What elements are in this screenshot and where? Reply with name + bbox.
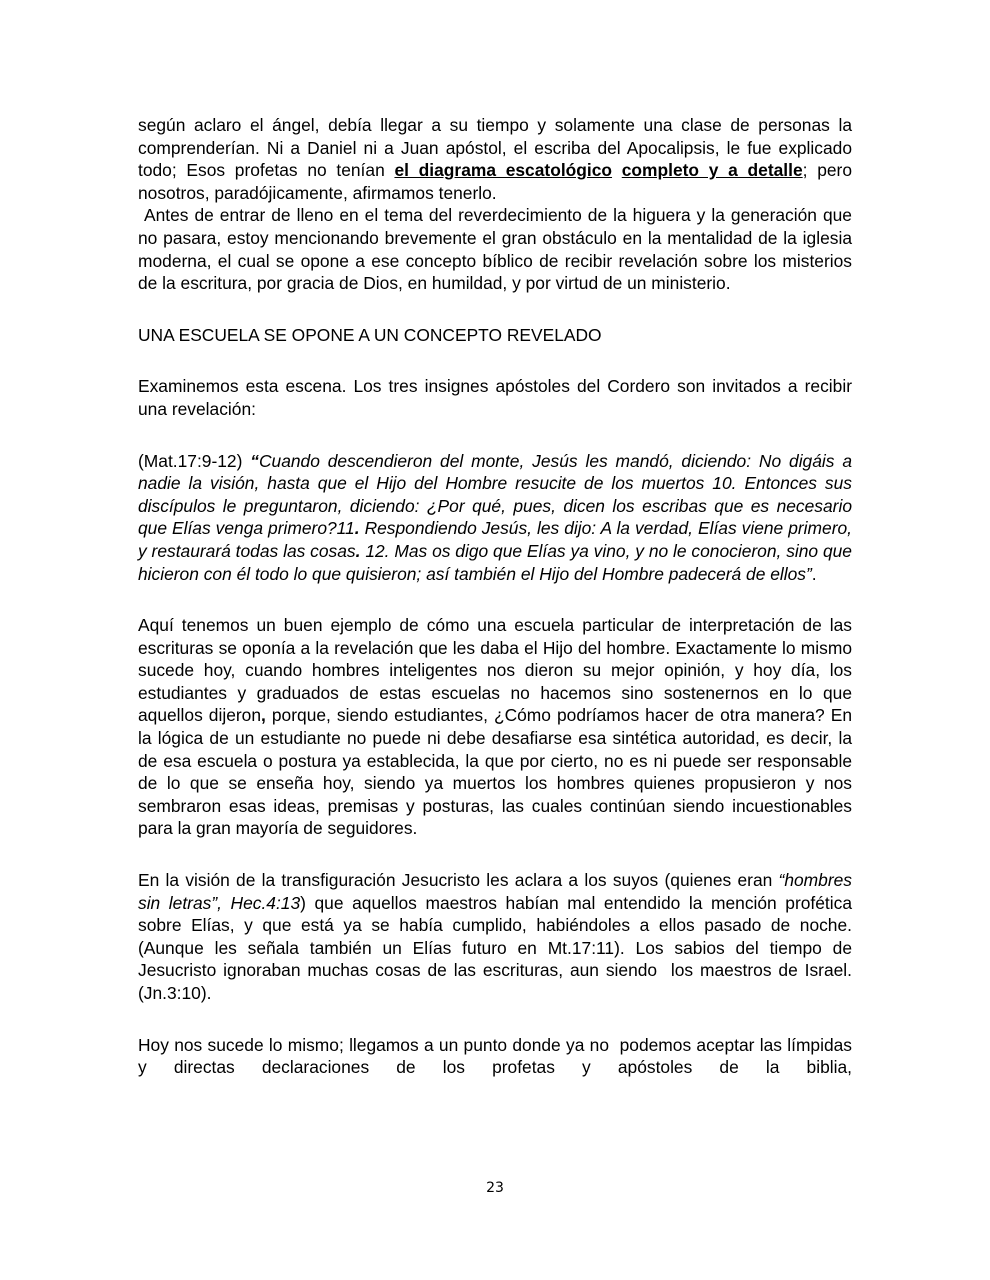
paragraph-3: Examinemos esta escena. Los tres insignes apóstoles del Cordero son invitados a recibir una revelación: [138, 376, 852, 419]
paragraph-1: según aclaro el ángel, debía llegar a su tiempo y solamente una clase de personas la comprenderían. Ni a Daniel ni a Juan apóstol, el escriba del Apocalipsis, le fue explicado todo; Esos profetas no tenían el diagrama escatológico completo y a detalle; pero nosotros, paradójicamente, afirmamos tenerlo. [138, 115, 852, 203]
scripture-quote: (Mat.17:9-12) “Cuando descendieron del monte, Jesús les mandó, diciendo: No digáis a nadie la visión, hasta que el Hijo del Hombre resucite de los muertos 10. Entonces sus discípulos le preguntaron, diciendo: ¿Por qué, pues, dicen los escribas que es necesario que Elías venga primero?11. Respondiendo Jesús, les dijo: A la verdad, Elías viene primero, y restaurará todas las cosas. 12. Mas os digo que Elías ya vino, y no le conocieron, sino que hicieron con él todo lo que quisieron; así también el Hijo del Hombre padecerá de ellos”. [138, 450, 853, 584]
page-number: 23 [486, 1180, 504, 1196]
underlined-phrase-1: el diagrama escatológico [394, 160, 613, 181]
quote-reference: (Mat.17:9-12) [138, 450, 251, 471]
underlined-phrase-2: completo y a detalle [621, 160, 803, 181]
section-heading: UNA ESCUELA SE OPONE A UN CONCEPTO REVELADO [138, 324, 602, 345]
paragraph-4: Aquí tenemos un buen ejemplo de cómo una escuela particular de interpretación de las escrituras se oponía a la revelación que les daba el Hijo del hombre. Exactamente lo mismo sucede hoy, cuando hombres inteligentes nos dieron su mejor opinión, y hoy día, los estudiantes y graduados de estas escuelas no hacemos sino sostenernos en lo que aquellos dijeron, porque, siendo estudiantes, ¿Cómo podríamos hacer de otra manera? En la lógica de un estudiante no puede ni debe desafiarse esa sintética autoridad, es decir, la de esa escuela o postura ya establecida, la que por cierto, no es ni puede ser responsable de lo que se enseña hoy, siendo ya muertos los hombres quienes propusieron y nos sembraron esas ideas, premisas y posturas, las cuales continúan siendo incuestionables para la gran mayoría de seguidores. [138, 615, 852, 839]
body-text [138, 114, 857, 1079]
paragraph-2: Antes de entrar de lleno en el tema del reverdecimiento de la higuera y la generación que no pasara, estoy mencionando brevemente el gran obstáculo en la mentalidad de la iglesia moderna, el cual se opone a ese concepto bíblico de recibir revelación sobre los misterios de la escritura, por gracia de Dios, en humildad, y por virtud de un ministerio. [138, 205, 857, 294]
paragraph-6: Hoy nos sucede lo mismo; llegamos a un punto donde ya no podemos aceptar las límpidas y directas declaraciones de los profetas y apóstoles de la biblia, [138, 1034, 857, 1078]
paragraph-5: En la visión de la transfiguración Jesucristo les aclara a los suyos (quienes eran “hombres sin letras”, Hec.4:13) que aquellos maestros habían mal entendido la mención profética sobre Elías, y que está ya se había cumplido, habiéndoles a ellos pasado de noche. (Aunque les señala también un Elías futuro en Mt.17:11). Los sabios del tiempo de Jesucristo ignoraban muchas cosas de las escrituras, aun siendo los maestros de Israel. (Jn.3:10). [138, 870, 857, 1003]
